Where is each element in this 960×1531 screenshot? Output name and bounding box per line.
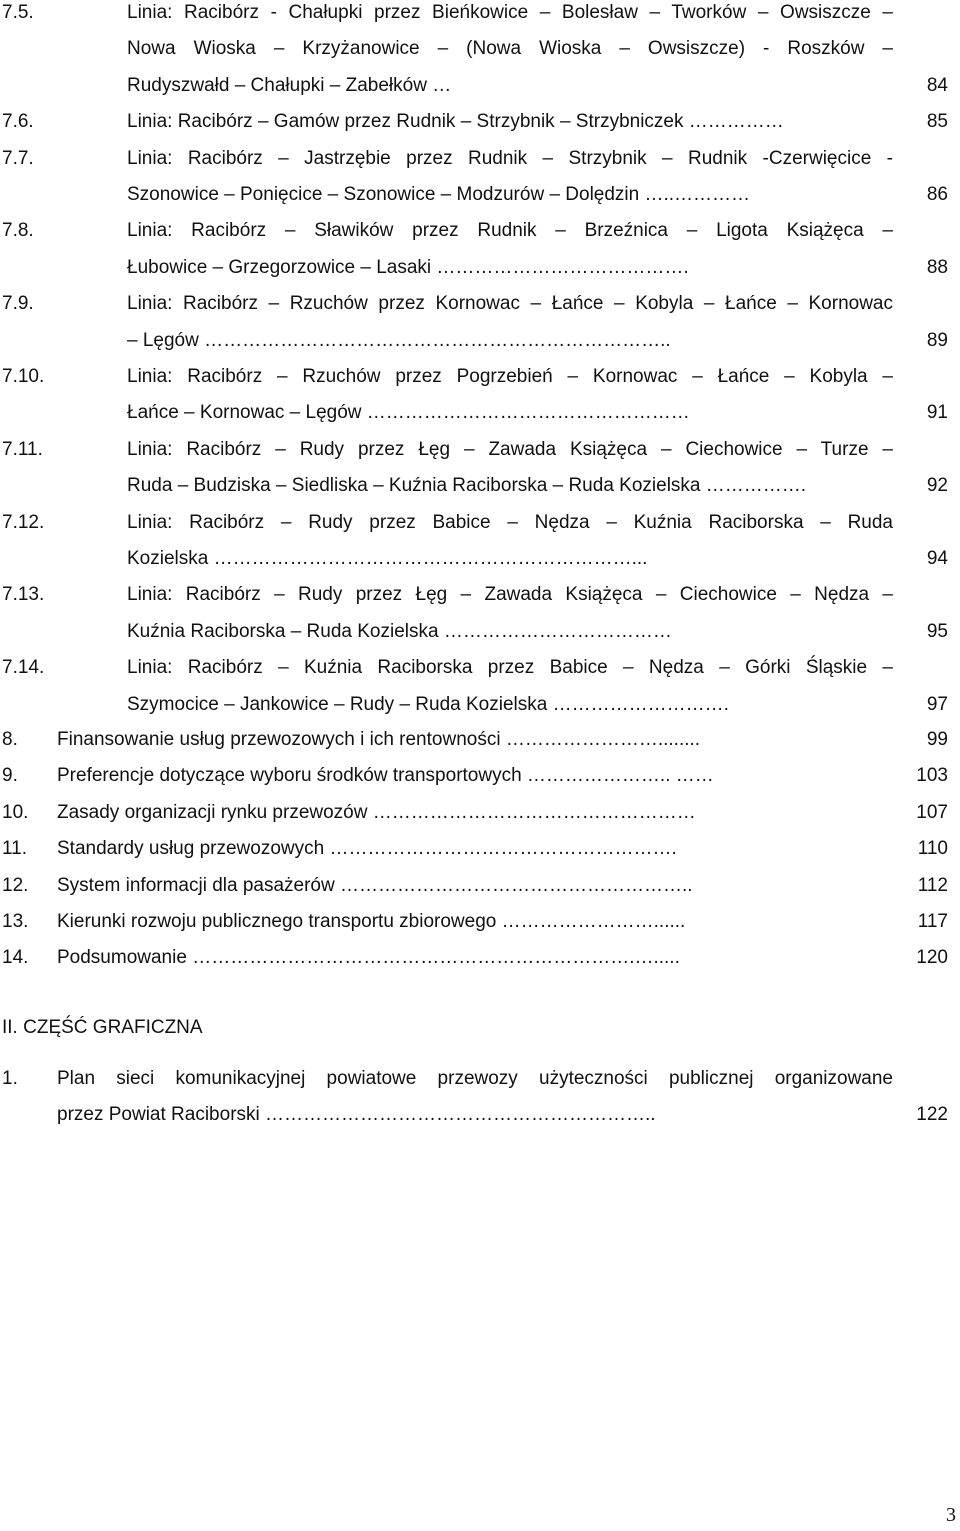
toc-entry-number: 7.11. xyxy=(2,438,43,460)
toc-entry-page: 120 xyxy=(916,947,948,969)
toc-entry-page: 110 xyxy=(917,838,948,860)
toc-entry-text: Preferencje dotyczące wyboru środków transportowych ………………….. …… xyxy=(57,765,714,787)
toc-entry-number: 7.7. xyxy=(2,147,34,169)
toc-entry-number: 14. xyxy=(2,947,29,969)
toc-entry-text: Plan sieci komunikacyjnej powiatowe przewozy użyteczności publicznej organizowane xyxy=(57,1068,893,1089)
toc-entry-page: 107 xyxy=(916,801,948,823)
toc-entry-text: Zasady organizacji rynku przewozów …………………………………………… xyxy=(57,801,696,823)
toc-entry-text: Standardy usług przewozowych ………………………………………………. xyxy=(57,838,677,860)
toc-entry-text: Linia: Racibórz - Chałupki przez Bieńkowice – Bolesław – Tworków – Owsiszcze – xyxy=(127,2,893,23)
toc-entry-number: 7.14. xyxy=(2,657,45,679)
toc-entry-text: Linia: Racibórz – Rzuchów przez Pogrzebień – Kornowac – Łańce – Kobyla – xyxy=(127,366,893,387)
toc-entry-page: 84 xyxy=(926,74,948,96)
toc-entry-text: Linia: Racibórz – Jastrzębie przez Rudnik – Strzybnik – Rudnik -Czerwięcice - xyxy=(127,147,893,169)
toc-entry-text: Łańce – Kornowac – Lęgów …………………………………………… xyxy=(127,402,690,424)
toc-entry-page: 91 xyxy=(926,402,948,424)
toc-entry-number: 12. xyxy=(2,874,29,896)
toc-entry-text: Linia: Racibórz – Sławików przez Rudnik – Brzeźnica – Ligota Książęca – xyxy=(127,220,893,242)
toc-entry-page: 117 xyxy=(917,911,948,932)
toc-entry-page: 112 xyxy=(917,874,948,896)
toc-entry-number: 8. xyxy=(2,729,18,750)
toc-entry-number: 13. xyxy=(2,911,29,932)
toc-entry-text: Linia: Racibórz – Gamów przez Rudnik – Strzybnik – Strzybniczek …………… xyxy=(127,111,784,133)
toc-entry-number: 11. xyxy=(2,838,28,860)
toc-entry-number: 1. xyxy=(2,1068,18,1089)
toc-entry-number: 7.8. xyxy=(2,220,34,242)
toc-entry-number: 7.6. xyxy=(2,111,34,133)
toc-entry-page: 89 xyxy=(926,329,948,351)
toc-entry-text: Szymocice – Jankowice – Rudy – Ruda Kozielska ………………………. xyxy=(127,693,729,715)
toc-entry-page: 94 xyxy=(926,548,948,569)
toc-entry-number: 7.9. xyxy=(2,293,34,315)
toc-entry-text: Nowa Wioska – Krzyżanowice – (Nowa Wioska – Owsiszcze) - Roszków – xyxy=(127,38,893,60)
toc-entry-number: 7.10. xyxy=(2,366,45,387)
toc-entry-text: System informacji dla pasażerów ……………………………………………….. xyxy=(57,874,693,896)
toc-entry-number: 7.5. xyxy=(2,2,34,23)
toc-entry-text: Łubowice – Grzegorzowice – Lasaki …………………………………. xyxy=(127,256,689,278)
toc-entry-text: Linia: Racibórz – Rudy przez Łęg – Zawada Książęca – Ciechowice – Turze – xyxy=(127,438,893,460)
toc-entry-page: 103 xyxy=(916,765,948,787)
toc-entry-number: 7.13. xyxy=(2,584,45,606)
toc-entry-text: Linia: Racibórz – Kuźnia Raciborska przez Babice – Nędza – Górki Śląskie – xyxy=(127,657,893,679)
toc-entry-page: 92 xyxy=(926,475,948,497)
toc-entry-text: Ruda – Budziska – Siedliska – Kuźnia Raciborska – Ruda Kozielska ……………. xyxy=(127,475,807,497)
toc-entry-text: przez Powiat Raciborski …………………………………………………….. xyxy=(57,1104,656,1126)
toc-entry-number: 9. xyxy=(2,765,18,787)
toc-entry-text: Kuźnia Raciborska – Ruda Kozielska ……………………………… xyxy=(127,620,672,642)
toc-entry-text: Linia: Racibórz – Rzuchów przez Kornowac – Łańce – Kobyla – Łańce – Kornowac xyxy=(127,293,893,315)
toc-entry-page: 85 xyxy=(926,111,948,133)
toc-entry-text: Kierunki rozwoju publicznego transportu zbiorowego ……………………...... xyxy=(57,911,686,932)
toc-entry-text: Linia: Racibórz – Rudy przez Łęg – Zawada Książęca – Ciechowice – Nędza – xyxy=(127,584,893,606)
toc-entry-number: 10. xyxy=(2,801,29,823)
toc-entry-text: Kozielska …………………………………………………………... xyxy=(127,548,648,569)
toc-entry-text: – Lęgów ……………………………………………………………….. xyxy=(127,329,671,351)
toc-entry-text: Rudyszwałd – Chałupki – Zabełków … xyxy=(127,74,452,96)
toc-entry-page: 95 xyxy=(926,620,948,642)
toc-entry-text: Podsumowanie …………………………………………………………….…..... xyxy=(57,947,680,969)
toc-entry-text: Finansowanie usług przewozowych i ich rentowności ……………………........ xyxy=(57,729,701,750)
toc-entry-text: Szonowice – Ponięcice – Szonowice – Modzurów – Dolędzin …..………… xyxy=(127,184,751,205)
toc-entry-page: 88 xyxy=(926,256,948,278)
section-heading: II. CZĘŚĆ GRAFICZNA xyxy=(2,1017,203,1038)
toc-entry-text: Linia: Racibórz – Rudy przez Babice – Nędza – Kuźnia Raciborska – Ruda xyxy=(127,511,893,533)
toc-entry-page: 122 xyxy=(916,1104,948,1126)
page-number: 3 xyxy=(946,1504,956,1526)
toc-entry-page: 99 xyxy=(926,729,948,750)
toc-entry-page: 86 xyxy=(926,184,948,205)
toc-entry-page: 97 xyxy=(926,693,948,715)
toc-entry-number: 7.12. xyxy=(2,511,45,533)
